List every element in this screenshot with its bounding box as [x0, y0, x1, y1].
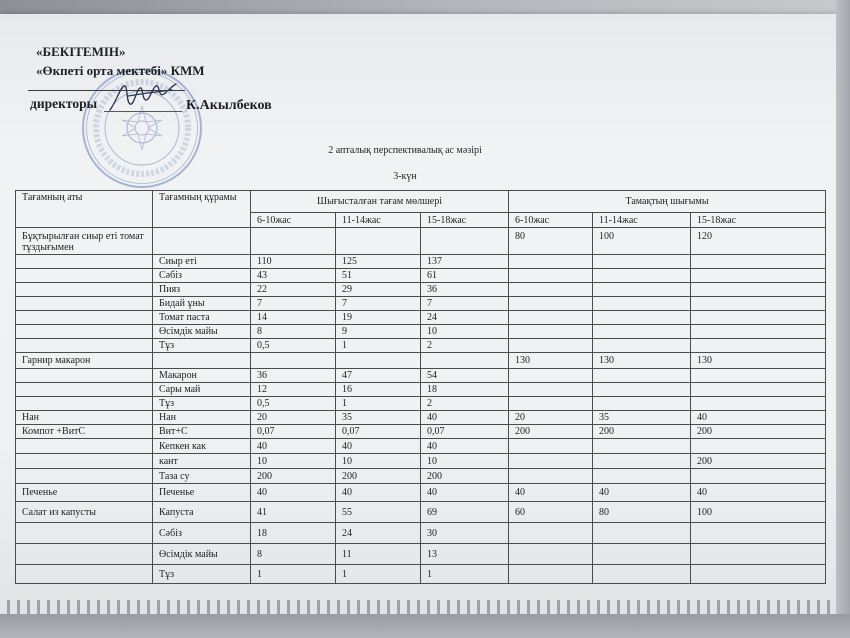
- yield-cell: [509, 469, 593, 484]
- yield-cell: 35: [593, 411, 691, 425]
- yield-cell: 100: [691, 502, 826, 523]
- dish-name-cell: [16, 469, 153, 484]
- portion-cell: 43: [251, 269, 336, 283]
- table-row: [16, 425, 826, 439]
- table-row: [16, 369, 826, 383]
- composition-header: Тағамның құрамы: [153, 191, 251, 228]
- yield-cell: 20: [509, 411, 593, 425]
- portion-cell: [251, 353, 336, 369]
- portion-cell: 40: [421, 411, 509, 425]
- portion-cell: 200: [251, 469, 336, 484]
- portion-cell: 13: [421, 544, 509, 565]
- dish-name-cell: [16, 383, 153, 397]
- yield-cell: [593, 369, 691, 383]
- portion-cell: 19: [336, 311, 421, 325]
- yield-cell: 80: [593, 502, 691, 523]
- yield-cell: [691, 439, 826, 454]
- dish-name-cell: [16, 325, 153, 339]
- yield-cell: [593, 269, 691, 283]
- table-row: [16, 523, 826, 544]
- dish-name-cell: Салат из капусты: [16, 502, 153, 523]
- portion-cell: 24: [421, 311, 509, 325]
- yield-cell: 100: [593, 228, 691, 255]
- portion-cell: 36: [421, 283, 509, 297]
- component-cell: Өсімдік майы: [153, 544, 251, 565]
- component-cell: Нан: [153, 411, 251, 425]
- portion-cell: 10: [336, 454, 421, 469]
- portion-cell: 10: [421, 325, 509, 339]
- table-row: [16, 297, 826, 311]
- portion-cell: 36: [251, 369, 336, 383]
- table-row: [16, 469, 826, 484]
- yield-cell: [691, 325, 826, 339]
- yield-cell: [691, 269, 826, 283]
- yield-cell: 200: [691, 425, 826, 439]
- portion-cell: 8: [251, 325, 336, 339]
- portion-cell: 1: [421, 565, 509, 584]
- approval-heading: «БЕКІТЕМІН»: [36, 44, 126, 59]
- component-cell: [153, 228, 251, 255]
- component-cell: Таза су: [153, 469, 251, 484]
- yield-cell: [593, 311, 691, 325]
- yield-cell: [509, 311, 593, 325]
- dish-name-cell: [16, 565, 153, 584]
- yield-cell: [593, 325, 691, 339]
- yield-cell: [691, 469, 826, 484]
- table-body: [16, 228, 826, 584]
- yield-cell: [509, 369, 593, 383]
- document-title: 2 апталық перспективалық ас мәзірі: [328, 145, 482, 156]
- portion-cell: 200: [421, 469, 509, 484]
- director-position: директоры: [30, 96, 98, 111]
- dish-header: Тағамның аты: [16, 191, 153, 228]
- yield-cell: [593, 383, 691, 397]
- portion-cell: 200: [336, 469, 421, 484]
- header-row-groups: [16, 191, 826, 213]
- component-cell: Вит+С: [153, 425, 251, 439]
- portion-cell: 20: [251, 411, 336, 425]
- component-cell: Тұз: [153, 397, 251, 411]
- portion-cell: [421, 228, 509, 255]
- portion-cell: 40: [421, 484, 509, 502]
- yield-cell: [593, 255, 691, 269]
- school-name: «Өкпеті орта мектебі» КММ: [36, 63, 205, 78]
- portion-cell: 24: [336, 523, 421, 544]
- portion-cell: 0,5: [251, 339, 336, 353]
- dish-name-cell: [16, 283, 153, 297]
- table-row: [16, 269, 826, 283]
- portion-age-header: 11-14жас: [336, 213, 421, 228]
- portion-group-header: Шығысталған тағам мөлшері: [251, 191, 509, 213]
- yield-cell: [509, 397, 593, 411]
- portion-cell: 1: [336, 397, 421, 411]
- component-cell: Сәбіз: [153, 523, 251, 544]
- yield-cell: [593, 544, 691, 565]
- yield-cell: 40: [691, 484, 826, 502]
- background-bottom: [0, 614, 850, 638]
- table-row: [16, 439, 826, 454]
- portion-cell: 54: [421, 369, 509, 383]
- portion-cell: 61: [421, 269, 509, 283]
- dish-name-cell: Компот +ВитС: [16, 425, 153, 439]
- dish-name-cell: [16, 544, 153, 565]
- portion-cell: 2: [421, 397, 509, 411]
- portion-cell: 110: [251, 255, 336, 269]
- portion-cell: 29: [336, 283, 421, 297]
- portion-cell: 18: [251, 523, 336, 544]
- table-row: [16, 454, 826, 469]
- portion-cell: 125: [336, 255, 421, 269]
- yield-cell: [509, 269, 593, 283]
- component-cell: [153, 353, 251, 369]
- portion-cell: 40: [336, 484, 421, 502]
- portion-cell: 9: [336, 325, 421, 339]
- portion-cell: 8: [251, 544, 336, 565]
- portion-cell: 41: [251, 502, 336, 523]
- yield-cell: [509, 383, 593, 397]
- yield-cell: [509, 523, 593, 544]
- portion-cell: 51: [336, 269, 421, 283]
- yield-cell: 40: [691, 411, 826, 425]
- dish-name-cell: [16, 297, 153, 311]
- table-row: [16, 484, 826, 502]
- portion-cell: 7: [421, 297, 509, 311]
- portion-age-header: 6-10жас: [251, 213, 336, 228]
- yield-cell: [691, 523, 826, 544]
- portion-cell: 11: [336, 544, 421, 565]
- portion-cell: 40: [251, 484, 336, 502]
- table-row: [16, 325, 826, 339]
- table-row: [16, 565, 826, 584]
- portion-age-header: 15-18жас: [421, 213, 509, 228]
- portion-cell: 0,07: [251, 425, 336, 439]
- dish-name-cell: [16, 439, 153, 454]
- yield-cell: [691, 311, 826, 325]
- background-side: [836, 0, 850, 638]
- yield-cell: [691, 339, 826, 353]
- portion-cell: 18: [421, 383, 509, 397]
- table-row: [16, 283, 826, 297]
- dish-name-cell: [16, 269, 153, 283]
- yield-cell: [593, 297, 691, 311]
- component-cell: Капуста: [153, 502, 251, 523]
- component-cell: Томат паста: [153, 311, 251, 325]
- yield-age-header: 6-10жас: [509, 213, 593, 228]
- portion-cell: 1: [336, 339, 421, 353]
- table-row: [16, 353, 826, 369]
- component-cell: Макарон: [153, 369, 251, 383]
- component-cell: Сары май: [153, 383, 251, 397]
- yield-cell: [509, 283, 593, 297]
- yield-cell: [593, 283, 691, 297]
- portion-cell: [336, 353, 421, 369]
- signature: [106, 80, 180, 116]
- yield-cell: [593, 439, 691, 454]
- portion-cell: 0,07: [421, 425, 509, 439]
- portion-cell: 10: [421, 454, 509, 469]
- yield-cell: [593, 397, 691, 411]
- director-name: К.Акылбеков: [186, 98, 272, 113]
- yield-cell: [691, 397, 826, 411]
- table-header: [16, 191, 826, 228]
- perforated-edge: [0, 600, 836, 614]
- dish-name-cell: Печенье: [16, 484, 153, 502]
- yield-cell: [691, 255, 826, 269]
- portion-cell: 35: [336, 411, 421, 425]
- table-row: [16, 228, 826, 255]
- yield-cell: [509, 439, 593, 454]
- yield-cell: [593, 565, 691, 584]
- yield-cell: [509, 544, 593, 565]
- dish-name-cell: Гарнир макарон: [16, 353, 153, 369]
- portion-cell: 40: [251, 439, 336, 454]
- portion-cell: 30: [421, 523, 509, 544]
- dish-name-cell: [16, 397, 153, 411]
- dish-name-cell: [16, 369, 153, 383]
- component-cell: Сиыр еті: [153, 255, 251, 269]
- component-cell: Сәбіз: [153, 269, 251, 283]
- yield-cell: [509, 339, 593, 353]
- day-label: 3-күн: [393, 171, 417, 182]
- yield-cell: 130: [691, 353, 826, 369]
- yield-cell: [509, 565, 593, 584]
- portion-cell: 1: [251, 565, 336, 584]
- portion-cell: [336, 228, 421, 255]
- component-cell: Бидай ұны: [153, 297, 251, 311]
- dish-name-cell: [16, 454, 153, 469]
- yield-cell: 200: [593, 425, 691, 439]
- portion-cell: 137: [421, 255, 509, 269]
- yield-cell: [691, 565, 826, 584]
- portion-cell: 55: [336, 502, 421, 523]
- yield-age-header: 11-14жас: [593, 213, 691, 228]
- portion-cell: 40: [421, 439, 509, 454]
- yield-cell: 130: [593, 353, 691, 369]
- table-row: [16, 411, 826, 425]
- dish-name-cell: [16, 339, 153, 353]
- portion-cell: 0,5: [251, 397, 336, 411]
- yield-cell: 40: [593, 484, 691, 502]
- yield-cell: [509, 255, 593, 269]
- component-cell: Пияз: [153, 283, 251, 297]
- yield-cell: 200: [691, 454, 826, 469]
- yield-cell: 200: [509, 425, 593, 439]
- yield-cell: [691, 283, 826, 297]
- yield-cell: 40: [509, 484, 593, 502]
- portion-cell: 40: [336, 439, 421, 454]
- yield-cell: [509, 297, 593, 311]
- portion-cell: 1: [336, 565, 421, 584]
- portion-cell: 16: [336, 383, 421, 397]
- portion-cell: 7: [251, 297, 336, 311]
- table-row: [16, 255, 826, 269]
- portion-cell: 2: [421, 339, 509, 353]
- dish-name-cell: Бұқтырылған сиыр еті томат тұздығымен: [16, 228, 153, 255]
- component-cell: Тұз: [153, 565, 251, 584]
- signature-stroke: [110, 84, 176, 110]
- portion-cell: 12: [251, 383, 336, 397]
- portion-cell: 14: [251, 311, 336, 325]
- menu-table: [15, 190, 826, 584]
- yield-cell: 130: [509, 353, 593, 369]
- portion-cell: [251, 228, 336, 255]
- component-cell: Печенье: [153, 484, 251, 502]
- yield-cell: [691, 369, 826, 383]
- yield-cell: [509, 325, 593, 339]
- yield-cell: [509, 454, 593, 469]
- dish-name-cell: [16, 311, 153, 325]
- yield-cell: [691, 297, 826, 311]
- component-cell: Өсімдік майы: [153, 325, 251, 339]
- portion-cell: 10: [251, 454, 336, 469]
- table-row: [16, 339, 826, 353]
- dish-name-cell: Нан: [16, 411, 153, 425]
- component-cell: Кепкен как: [153, 439, 251, 454]
- component-cell: Тұз: [153, 339, 251, 353]
- portion-cell: 69: [421, 502, 509, 523]
- table-row: [16, 383, 826, 397]
- component-cell: кант: [153, 454, 251, 469]
- yield-cell: [593, 469, 691, 484]
- yield-cell: [691, 544, 826, 565]
- table-row: [16, 311, 826, 325]
- portion-cell: 7: [336, 297, 421, 311]
- yield-cell: 120: [691, 228, 826, 255]
- portion-cell: 0,07: [336, 425, 421, 439]
- yield-cell: [593, 339, 691, 353]
- portion-cell: 47: [336, 369, 421, 383]
- yield-cell: [593, 454, 691, 469]
- dish-name-cell: [16, 255, 153, 269]
- yield-group-header: Тамақтың шығымы: [509, 191, 826, 213]
- dish-name-cell: [16, 523, 153, 544]
- portion-cell: 22: [251, 283, 336, 297]
- table-row: [16, 544, 826, 565]
- yield-age-header: 15-18жас: [691, 213, 826, 228]
- yield-cell: [593, 523, 691, 544]
- table-row: [16, 502, 826, 523]
- yield-cell: [691, 383, 826, 397]
- yield-cell: 80: [509, 228, 593, 255]
- portion-cell: [421, 353, 509, 369]
- table-row: [16, 397, 826, 411]
- yield-cell: 60: [509, 502, 593, 523]
